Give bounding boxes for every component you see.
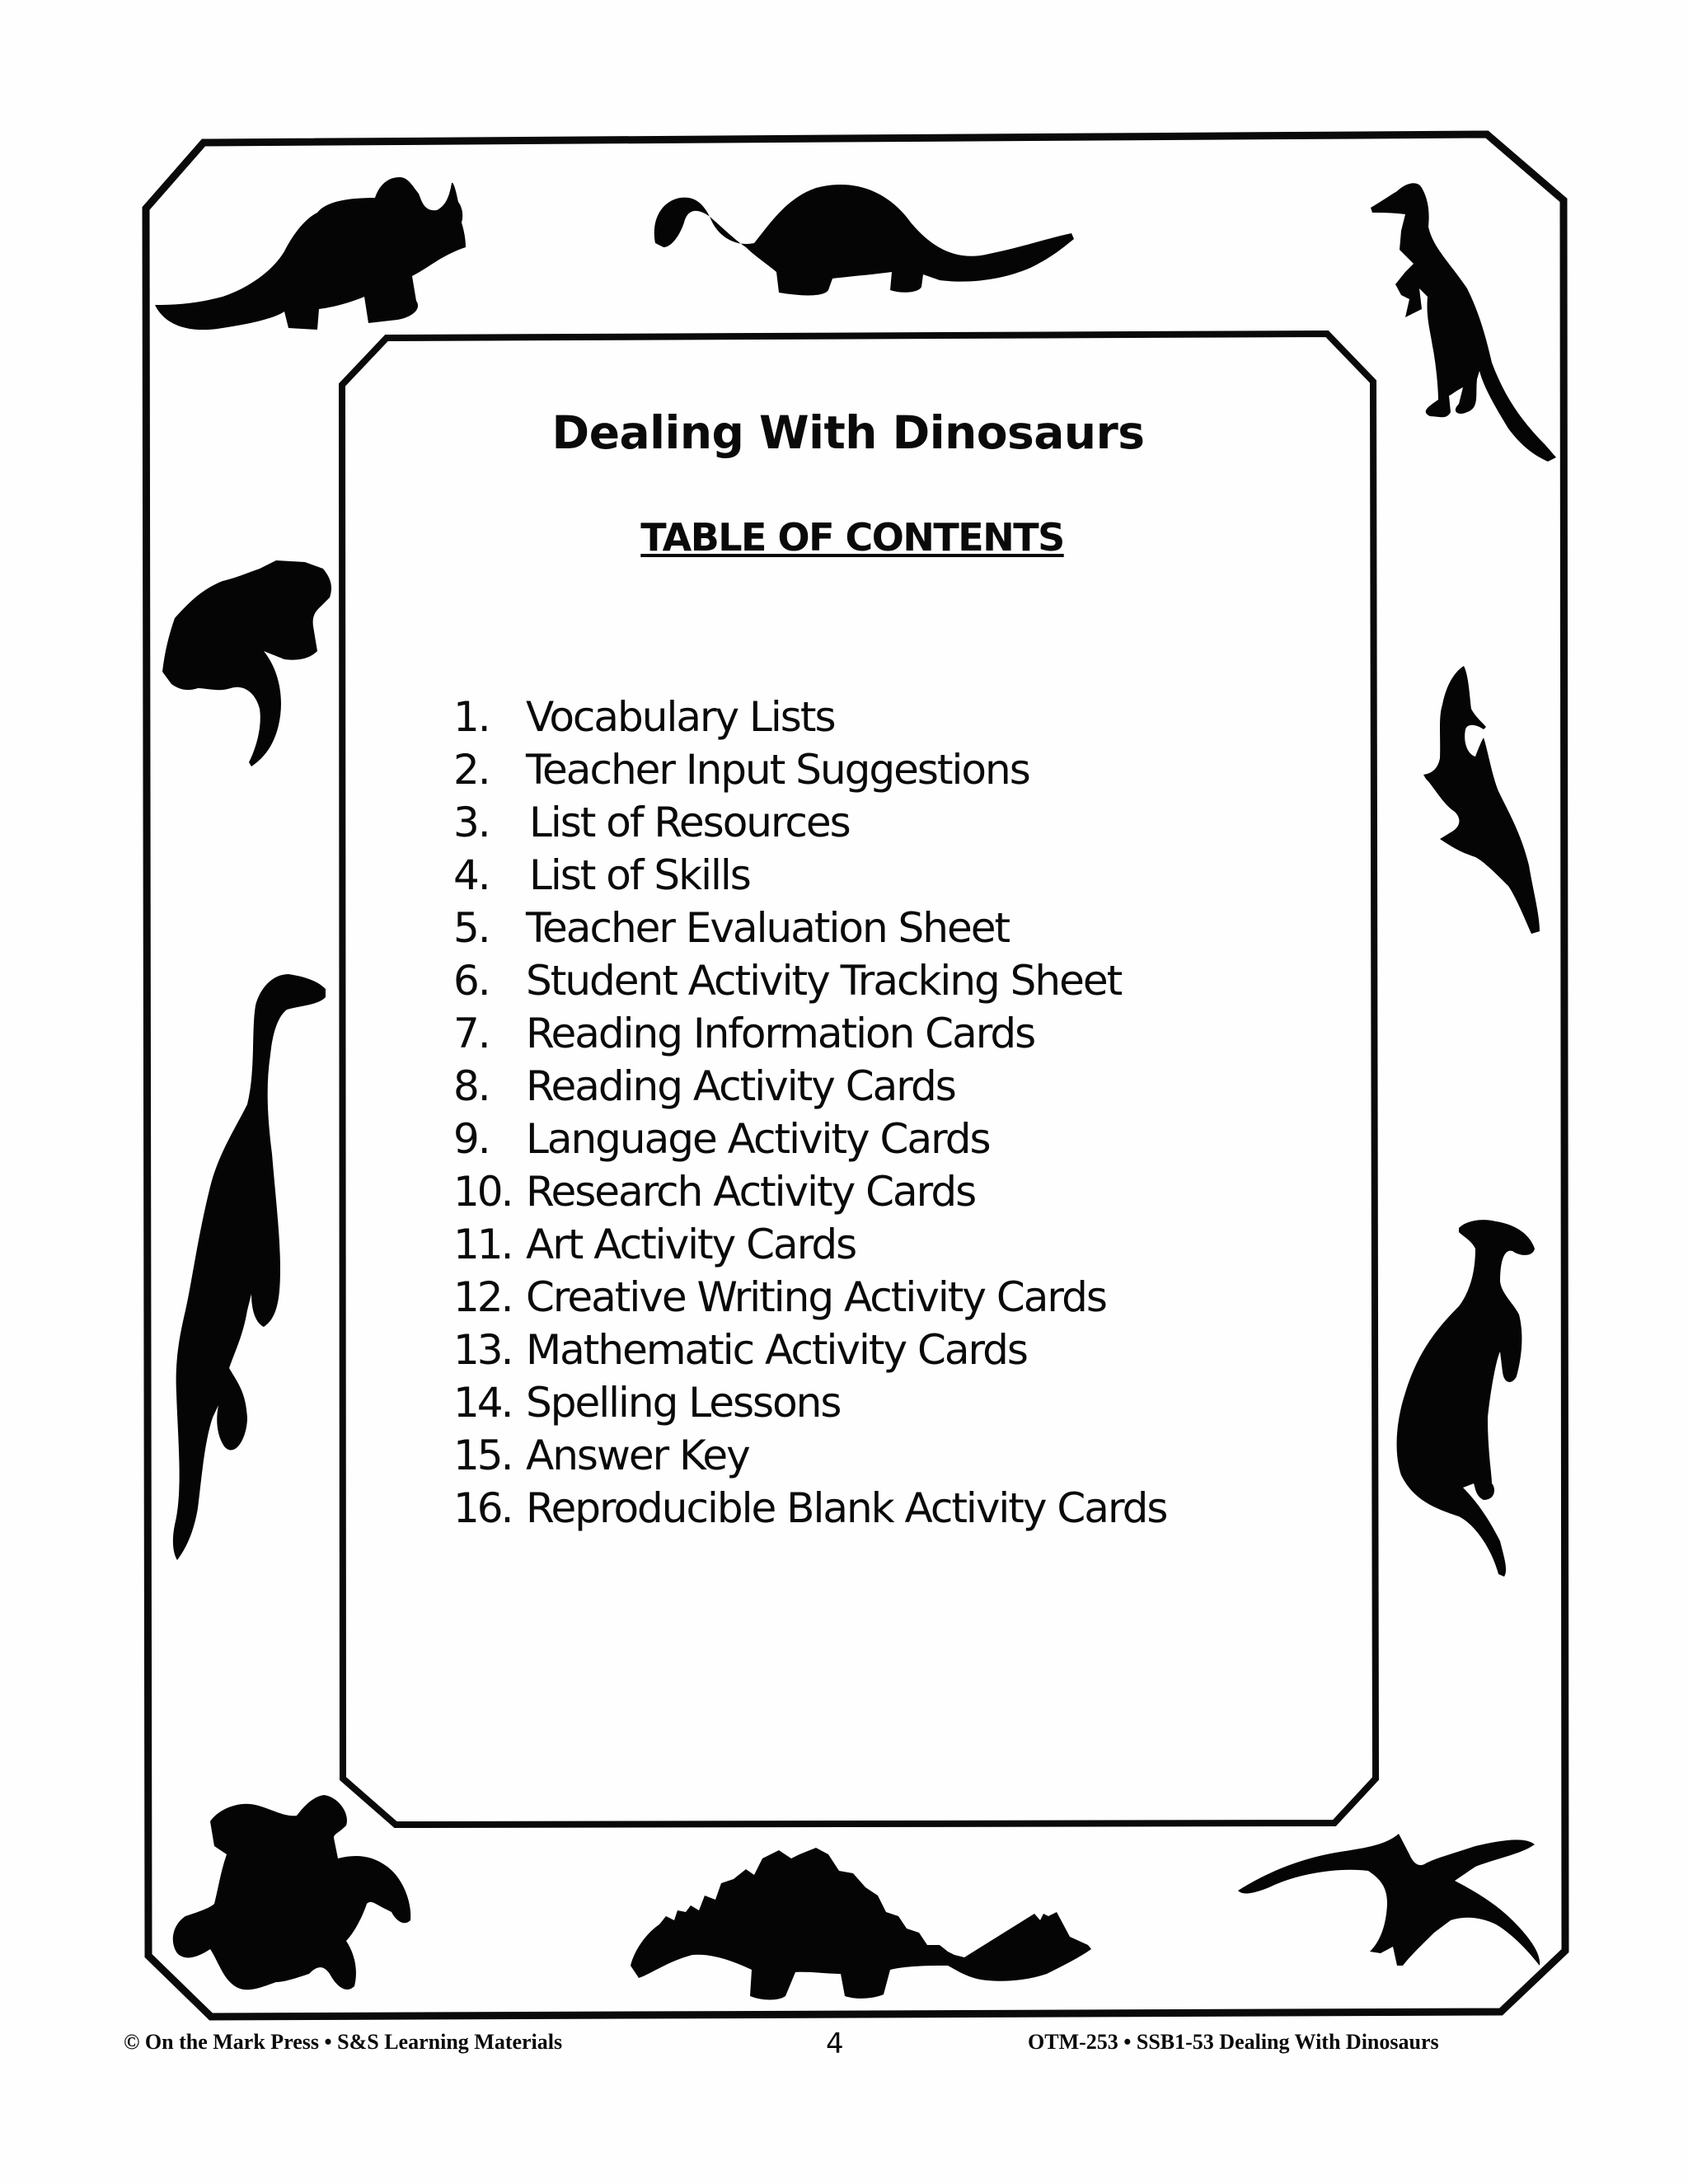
toc-item-label: Mathematic Activity Cards [526, 1326, 1027, 1374]
toc-item [453, 1060, 1166, 1113]
toc-item-number: 12. [453, 1273, 512, 1321]
footer-copyright: © On the Mark Press • S&S Learning Materials [124, 2030, 563, 2054]
toc-item-number: 7. [453, 1010, 490, 1057]
footer-product-code: OTM-253 • SSB1-53 Dealing With Dinosaurs [1028, 2030, 1439, 2054]
ankylosaurus-icon [162, 560, 331, 766]
toc-item-number: 2. [453, 746, 490, 794]
toc-item-label: Creative Writing Activity Cards [526, 1273, 1106, 1321]
toc-item-number: 15. [453, 1432, 512, 1479]
toc-item [453, 796, 1166, 849]
toc-item-label: Reading Activity Cards [526, 1062, 955, 1110]
toc-item-label: List of Skills [529, 851, 750, 899]
toc-item-number: 1. [453, 693, 490, 741]
toc-item-number: 14. [453, 1379, 512, 1427]
parasaurolophus-icon [1397, 1220, 1535, 1577]
toc-item-label: Answer Key [526, 1432, 749, 1479]
toc-item-label: Vocabulary Lists [526, 693, 835, 741]
toc-item-label: Student Activity Tracking Sheet [526, 957, 1122, 1005]
toc-item-number: 8. [453, 1062, 490, 1110]
page-number: 4 [826, 2027, 844, 2060]
toc-item [453, 1007, 1166, 1060]
toc-item [453, 902, 1166, 954]
toc-item-number: 11. [453, 1221, 512, 1268]
toc-item [453, 954, 1166, 1007]
toc-item-label: Art Activity Cards [526, 1221, 856, 1268]
toc-item [453, 1482, 1166, 1535]
toc-heading-text: TABLE OF CONTENTS [640, 515, 1064, 560]
toc-item-label: Language Activity Cards [526, 1115, 990, 1163]
toc-item [453, 691, 1166, 743]
turtle-icon [173, 1795, 410, 1990]
document-title: Dealing With Dinosaurs [551, 406, 1145, 459]
toc-item-number: 13. [453, 1326, 512, 1374]
toc-item-label: Reproducible Blank Activity Cards [526, 1484, 1167, 1532]
toc-heading [0, 511, 1688, 564]
toc-item [453, 1113, 1166, 1165]
toc-item [453, 1376, 1166, 1429]
toc-item [453, 849, 1166, 902]
toc-item-number: 16. [453, 1484, 512, 1532]
toc-item-label: Teacher Input Suggestions [526, 746, 1029, 794]
toc-item [453, 743, 1166, 796]
toc-item-number: 10. [453, 1168, 512, 1216]
pterosaur-icon [1238, 1834, 1540, 1966]
stegosaurus-icon [631, 1848, 1091, 2000]
toc-item [453, 1324, 1166, 1376]
triceratops-icon [155, 177, 466, 330]
toc-item-number: 4. [453, 851, 490, 899]
toc-item [453, 1218, 1166, 1271]
small-dinosaur-icon [1423, 666, 1540, 934]
toc-item-number: 9. [453, 1115, 490, 1163]
toc-item-label: Spelling Lessons [526, 1379, 841, 1427]
toc-item-label: Teacher Evaluation Sheet [526, 904, 1010, 952]
toc-item-label: List of Resources [529, 799, 850, 846]
toc-item-label: Research Activity Cards [526, 1168, 976, 1216]
plesiosaur-icon [173, 974, 326, 1560]
toc-item [453, 1165, 1166, 1218]
toc-item-number: 5. [453, 904, 490, 952]
brontosaurus-icon [654, 185, 1074, 295]
toc-item-number: 6. [453, 957, 490, 1005]
toc-item-number: 3. [453, 799, 490, 846]
toc-item-label: Reading Information Cards [526, 1010, 1035, 1057]
toc-list [453, 691, 1166, 1535]
toc-item [453, 1429, 1166, 1482]
toc-item [453, 1271, 1166, 1324]
